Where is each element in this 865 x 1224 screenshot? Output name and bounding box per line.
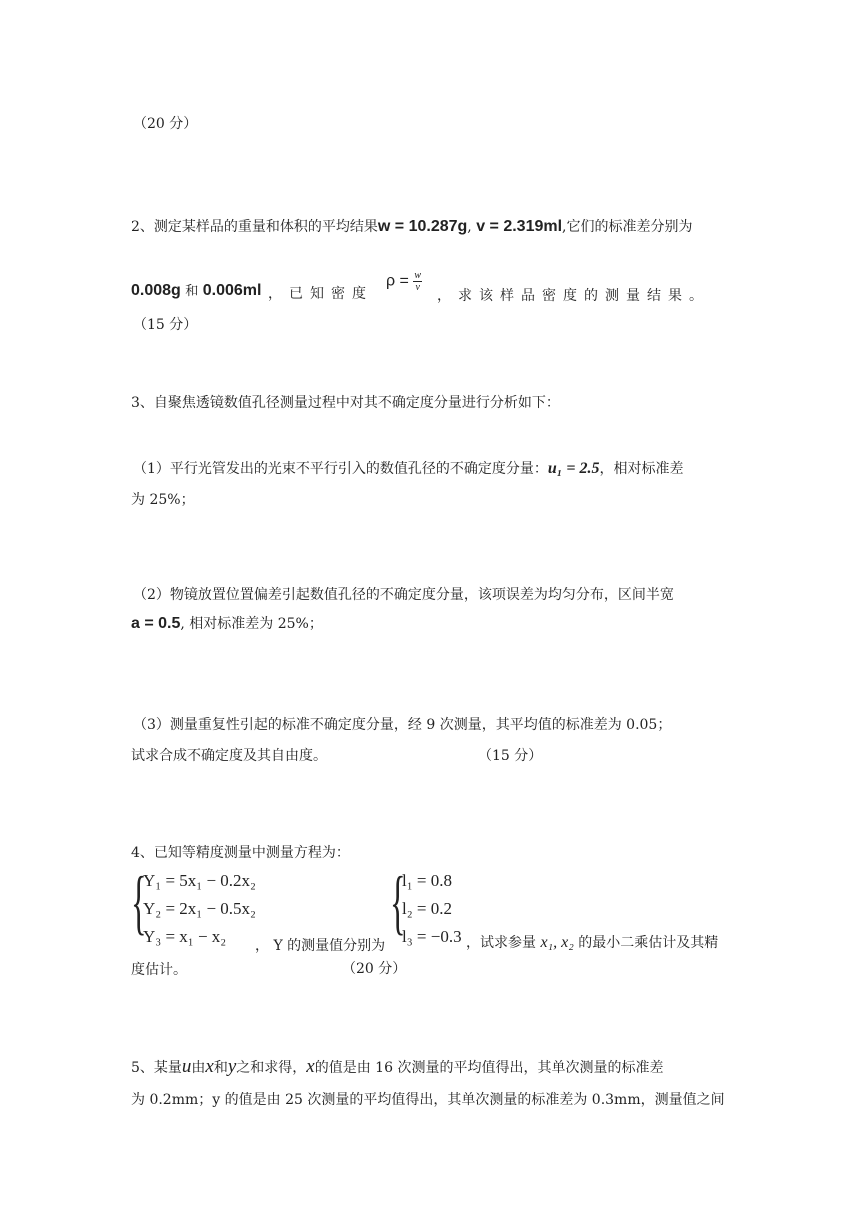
q2-weight-value: w = 10.287g xyxy=(377,218,468,235)
q3-item-1-formula: u₁ = 2.5 xyxy=(547,460,600,477)
q3-item-1-suffix: ，相对标准差 xyxy=(599,461,684,477)
question-4-title: 4、已知等精度测量中测量方程为： xyxy=(131,845,350,861)
q3-item-1-line-2: 为 25%； xyxy=(131,492,195,508)
question-2-line-1 xyxy=(131,217,693,237)
q5-var-x: x xyxy=(205,1056,214,1077)
q3-item-2-suffix: , 相对标准差为 25%； xyxy=(180,616,323,632)
q3-item-3-line-2: 试求合成不确定度及其自由度。 xyxy=(131,748,327,764)
q4-tail-line xyxy=(466,933,718,953)
previous-question-score: （20 分） xyxy=(133,116,198,132)
q4-equation-brace: { xyxy=(131,862,147,942)
q3-item-2-formula: a = 0.5 xyxy=(131,615,181,632)
q4-middle-text: ， Y 的测量值分别为 xyxy=(255,938,386,954)
q2-intro-suffix: ,它们的标准差分别为 xyxy=(562,219,693,235)
q3-item-2-line-1: （2）物镜放置位置偏差引起数值孔径的不确定度分量，该项误差为均匀分布，区间半宽 xyxy=(133,587,674,603)
question-5-line-2: 为 0.2mm；y 的值是由 25 次测量的平均值得出，其单次测量的标准差为 0.3mm，测量值之间 xyxy=(131,1092,725,1108)
q3-item-1-line-1 xyxy=(133,459,684,479)
q2-fraction-denominator: v xyxy=(415,282,420,293)
q3-score: （15 分） xyxy=(478,748,543,764)
q5-rest: 的值是由 16 次测量的平均值得出，其单次测量的标准差 xyxy=(314,1060,664,1076)
q4-tail-text: ，试求参量 xyxy=(466,935,536,951)
question-5-line-1 xyxy=(131,1057,663,1078)
q4-measurement-3: l₃ = −0.3 xyxy=(402,927,462,946)
q3-item-1-text: （1）平行光管发出的光束不平行引入的数值孔径的不确定度分量： xyxy=(133,461,548,477)
q2-and-text: 和 xyxy=(185,284,199,299)
q2-fraction-numerator: w xyxy=(414,270,422,281)
q3-item-3-line-1: （3）测量重复性引起的标准不确定度分量，经 9 次测量，其平均值的标准差为 0.05； xyxy=(133,717,672,733)
q5-var-u: u xyxy=(181,1056,192,1077)
q4-equation-2: Y₂ = 2x₁ − 0.5x₂ xyxy=(143,899,256,918)
q5-mid: 之和求得， xyxy=(236,1060,307,1076)
q5-and: 和 xyxy=(213,1060,228,1076)
q4-line-2: 度估计。 xyxy=(131,962,187,978)
question-2-line-2 xyxy=(131,281,261,302)
q4-equation-1: Y₁ = 5x₁ − 0.2x₂ xyxy=(143,871,256,890)
question-3-title: 3、自聚焦透镜数值孔径测量过程中对其不确定度分量进行分析如下： xyxy=(131,395,560,411)
q2-density-formula xyxy=(386,270,422,293)
q2-volume-value: v = 2.319ml xyxy=(476,218,563,235)
q5-var-x-2: x xyxy=(306,1056,315,1077)
q4-score: （20 分） xyxy=(342,961,407,977)
q4-measurement-1: l₁ = 0.8 xyxy=(402,871,452,890)
q2-intro-text: 2、测定某样品的重量和体积的平均结果 xyxy=(131,219,378,235)
q2-question-text: ，求该样品密度的测量结果。 xyxy=(437,288,710,304)
q4-measurement-2: l₂ = 0.2 xyxy=(402,899,452,918)
q2-density-fraction xyxy=(413,270,422,293)
q2-comma: , xyxy=(467,219,472,235)
q4-parameters: x₁, x₂ xyxy=(540,934,574,951)
q4-tail-text-2: 的最小二乘估计及其精 xyxy=(578,935,719,951)
q3-item-2-line-2 xyxy=(131,614,323,634)
q2-weight-sd: 0.008g xyxy=(131,282,181,299)
q2-known-density-text: ，已知密度 xyxy=(268,286,373,302)
q2-volume-sd: 0.006ml xyxy=(202,282,262,299)
q4-measurement-brace: { xyxy=(390,862,406,942)
q5-by: 由 xyxy=(191,1060,206,1076)
q4-equation-3: Y₃ = x₁ − x₂ xyxy=(143,927,227,946)
q2-rho-symbol: ρ = xyxy=(386,272,409,290)
q5-prefix: 5、某量 xyxy=(131,1060,182,1076)
q5-var-y: y xyxy=(227,1056,237,1077)
q2-score: （15 分） xyxy=(133,317,198,333)
